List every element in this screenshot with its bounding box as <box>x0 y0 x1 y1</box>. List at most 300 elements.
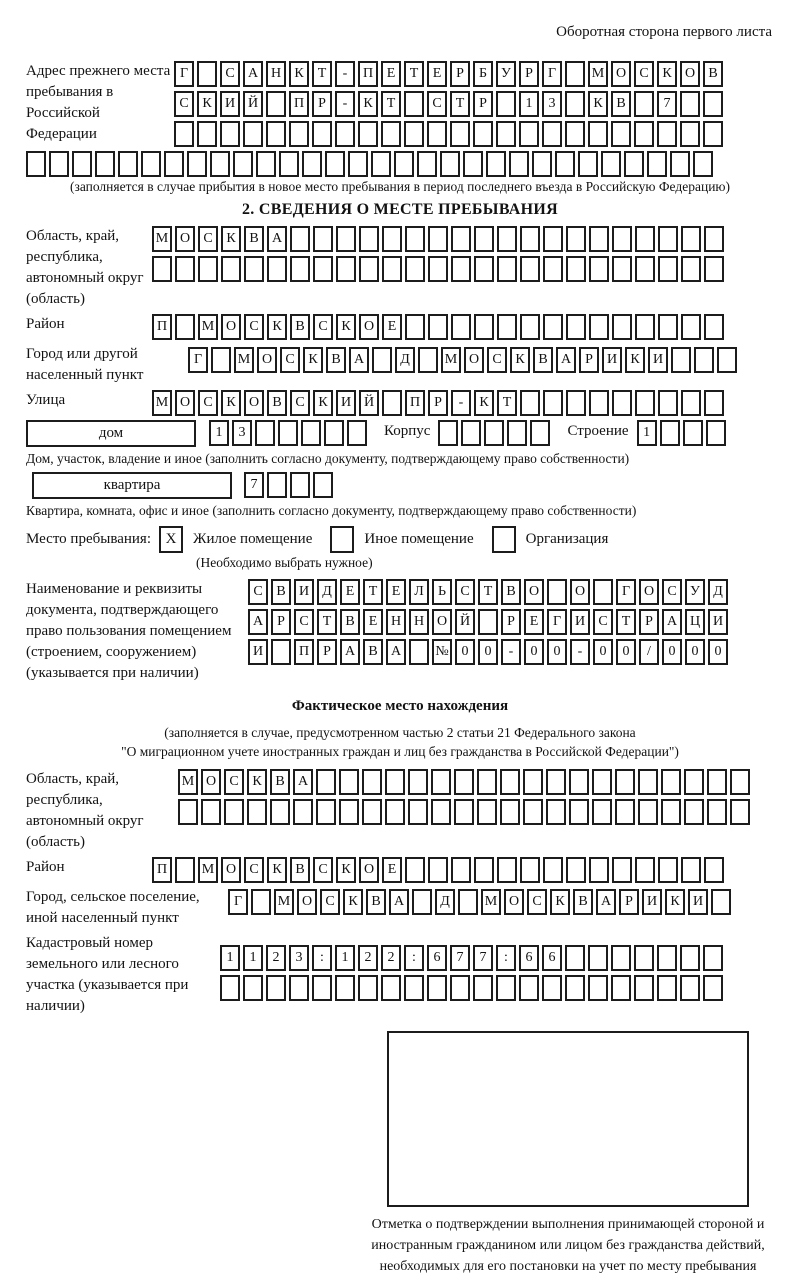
form-cell[interactable]: Г <box>188 347 208 373</box>
form-cell[interactable]: № <box>432 639 452 665</box>
form-cell[interactable] <box>555 151 575 177</box>
form-cell[interactable]: В <box>363 639 383 665</box>
form-cell[interactable]: С <box>220 61 240 87</box>
form-cell[interactable] <box>405 226 425 252</box>
form-cell[interactable]: И <box>570 609 590 635</box>
form-cell[interactable]: К <box>267 857 287 883</box>
form-cell[interactable] <box>49 151 69 177</box>
form-cell[interactable] <box>220 975 240 1001</box>
form-cell[interactable] <box>336 226 356 252</box>
form-cell[interactable] <box>474 857 494 883</box>
form-cell[interactable] <box>638 769 658 795</box>
form-cell[interactable]: О <box>639 579 659 605</box>
form-cell[interactable] <box>497 256 517 282</box>
form-cell[interactable]: К <box>336 857 356 883</box>
form-cell[interactable]: А <box>556 347 576 373</box>
form-cell[interactable] <box>657 975 677 1001</box>
form-cell[interactable]: С <box>280 347 300 373</box>
form-cell[interactable]: Й <box>243 91 263 117</box>
house-box[interactable]: дом <box>26 420 196 447</box>
form-cell[interactable] <box>532 151 552 177</box>
form-cell[interactable] <box>270 799 290 825</box>
form-cell[interactable] <box>566 857 586 883</box>
form-cell[interactable] <box>473 975 493 1001</box>
form-cell[interactable] <box>404 975 424 1001</box>
form-cell[interactable]: 7 <box>450 945 470 971</box>
form-cell[interactable] <box>635 390 655 416</box>
form-cell[interactable] <box>569 799 589 825</box>
form-cell[interactable]: О <box>680 61 700 87</box>
form-cell[interactable] <box>661 799 681 825</box>
form-cell[interactable] <box>118 151 138 177</box>
form-cell[interactable] <box>335 121 355 147</box>
form-cell[interactable]: : <box>404 945 424 971</box>
form-cell[interactable]: И <box>220 91 240 117</box>
form-cell[interactable] <box>661 769 681 795</box>
form-cell[interactable] <box>405 314 425 340</box>
form-cell[interactable] <box>543 256 563 282</box>
form-cell[interactable] <box>438 420 458 446</box>
form-cell[interactable]: - <box>335 91 355 117</box>
form-cell[interactable] <box>290 256 310 282</box>
form-cell[interactable]: В <box>244 226 264 252</box>
form-cell[interactable] <box>461 420 481 446</box>
form-cell[interactable] <box>293 799 313 825</box>
form-cell[interactable]: К <box>313 390 333 416</box>
form-cell[interactable] <box>458 889 478 915</box>
form-cell[interactable]: Р <box>271 609 291 635</box>
form-cell[interactable] <box>612 390 632 416</box>
form-cell[interactable]: К <box>657 61 677 87</box>
form-cell[interactable] <box>717 347 737 373</box>
form-cell[interactable]: Т <box>450 91 470 117</box>
form-cell[interactable]: К <box>303 347 323 373</box>
form-cell[interactable]: С <box>427 91 447 117</box>
form-cell[interactable] <box>658 390 678 416</box>
form-cell[interactable]: Р <box>579 347 599 373</box>
form-cell[interactable]: 0 <box>685 639 705 665</box>
form-cell[interactable] <box>680 91 700 117</box>
form-cell[interactable] <box>271 639 291 665</box>
form-cell[interactable] <box>267 472 287 498</box>
form-cell[interactable] <box>347 420 367 446</box>
form-cell[interactable]: А <box>596 889 616 915</box>
form-cell[interactable]: В <box>270 769 290 795</box>
form-cell[interactable] <box>164 151 184 177</box>
form-cell[interactable] <box>358 121 378 147</box>
form-cell[interactable] <box>681 314 701 340</box>
form-cell[interactable] <box>175 857 195 883</box>
form-cell[interactable]: Е <box>363 609 383 635</box>
form-cell[interactable]: К <box>665 889 685 915</box>
form-cell[interactable] <box>542 975 562 1001</box>
form-cell[interactable] <box>611 975 631 1001</box>
form-cell[interactable]: О <box>297 889 317 915</box>
form-cell[interactable]: Т <box>616 609 636 635</box>
form-cell[interactable] <box>509 151 529 177</box>
form-cell[interactable] <box>427 121 447 147</box>
form-cell[interactable]: С <box>320 889 340 915</box>
form-cell[interactable]: Г <box>542 61 562 87</box>
form-cell[interactable]: Р <box>317 639 337 665</box>
form-cell[interactable] <box>611 121 631 147</box>
form-cell[interactable] <box>290 226 310 252</box>
form-cell[interactable] <box>496 91 516 117</box>
form-cell[interactable] <box>385 769 405 795</box>
form-cell[interactable]: К <box>358 91 378 117</box>
form-cell[interactable] <box>546 769 566 795</box>
form-cell[interactable] <box>523 769 543 795</box>
form-cell[interactable]: П <box>152 857 172 883</box>
form-cell[interactable] <box>703 91 723 117</box>
form-cell[interactable]: С <box>244 857 264 883</box>
form-cell[interactable]: Р <box>450 61 470 87</box>
form-cell[interactable] <box>233 151 253 177</box>
form-cell[interactable]: А <box>662 609 682 635</box>
form-cell[interactable] <box>704 226 724 252</box>
form-cell[interactable] <box>382 390 402 416</box>
form-cell[interactable]: 0 <box>478 639 498 665</box>
form-cell[interactable]: О <box>201 769 221 795</box>
form-cell[interactable] <box>201 799 221 825</box>
form-cell[interactable]: 1 <box>220 945 240 971</box>
form-cell[interactable] <box>428 314 448 340</box>
form-cell[interactable]: Е <box>524 609 544 635</box>
form-cell[interactable]: 0 <box>547 639 567 665</box>
form-cell[interactable] <box>474 314 494 340</box>
form-cell[interactable]: С <box>455 579 475 605</box>
form-cell[interactable]: Т <box>497 390 517 416</box>
form-cell[interactable] <box>592 769 612 795</box>
form-cell[interactable] <box>565 121 585 147</box>
form-cell[interactable] <box>592 799 612 825</box>
form-cell[interactable] <box>519 975 539 1001</box>
form-cell[interactable] <box>658 226 678 252</box>
form-cell[interactable] <box>409 639 429 665</box>
form-cell[interactable] <box>694 347 714 373</box>
form-cell[interactable]: И <box>294 579 314 605</box>
form-cell[interactable] <box>566 256 586 282</box>
form-cell[interactable]: Ь <box>432 579 452 605</box>
form-cell[interactable] <box>638 799 658 825</box>
form-cell[interactable]: О <box>464 347 484 373</box>
form-cell[interactable]: И <box>602 347 622 373</box>
form-cell[interactable] <box>593 579 613 605</box>
form-cell[interactable]: А <box>243 61 263 87</box>
form-cell[interactable]: П <box>358 61 378 87</box>
form-cell[interactable] <box>26 151 46 177</box>
form-cell[interactable] <box>588 121 608 147</box>
form-cell[interactable] <box>684 799 704 825</box>
form-cell[interactable] <box>634 945 654 971</box>
form-cell[interactable] <box>589 256 609 282</box>
form-cell[interactable]: Д <box>708 579 728 605</box>
form-cell[interactable] <box>635 226 655 252</box>
form-cell[interactable]: В <box>501 579 521 605</box>
form-cell[interactable]: Д <box>435 889 455 915</box>
form-cell[interactable]: К <box>625 347 645 373</box>
form-cell[interactable] <box>335 975 355 1001</box>
form-cell[interactable]: М <box>274 889 294 915</box>
form-cell[interactable] <box>362 769 382 795</box>
form-cell[interactable] <box>256 151 276 177</box>
form-cell[interactable] <box>589 857 609 883</box>
form-cell[interactable] <box>703 975 723 1001</box>
form-cell[interactable]: А <box>386 639 406 665</box>
form-cell[interactable] <box>681 857 701 883</box>
form-cell[interactable] <box>418 347 438 373</box>
form-cell[interactable]: 0 <box>616 639 636 665</box>
form-cell[interactable]: К <box>247 769 267 795</box>
form-cell[interactable] <box>635 256 655 282</box>
form-cell[interactable]: М <box>152 226 172 252</box>
form-cell[interactable]: Е <box>386 579 406 605</box>
form-cell[interactable]: А <box>293 769 313 795</box>
form-cell[interactable]: 7 <box>244 472 264 498</box>
form-cell[interactable] <box>500 799 520 825</box>
form-cell[interactable] <box>178 799 198 825</box>
checkbox-dwelling[interactable]: X <box>159 526 183 553</box>
form-cell[interactable]: В <box>271 579 291 605</box>
form-cell[interactable]: В <box>573 889 593 915</box>
form-cell[interactable] <box>565 91 585 117</box>
form-cell[interactable] <box>507 420 527 446</box>
form-cell[interactable] <box>348 151 368 177</box>
form-cell[interactable] <box>680 121 700 147</box>
form-cell[interactable]: П <box>289 91 309 117</box>
form-cell[interactable] <box>612 314 632 340</box>
form-cell[interactable] <box>312 121 332 147</box>
form-cell[interactable]: К <box>336 314 356 340</box>
form-cell[interactable]: А <box>389 889 409 915</box>
form-cell[interactable]: К <box>197 91 217 117</box>
form-cell[interactable] <box>358 975 378 1001</box>
form-cell[interactable] <box>417 151 437 177</box>
form-cell[interactable]: К <box>510 347 530 373</box>
form-cell[interactable] <box>313 256 333 282</box>
form-cell[interactable] <box>289 975 309 1001</box>
form-cell[interactable] <box>634 91 654 117</box>
form-cell[interactable] <box>704 857 724 883</box>
form-cell[interactable] <box>520 857 540 883</box>
apartment-box[interactable]: квартира <box>32 472 232 499</box>
form-cell[interactable]: В <box>326 347 346 373</box>
form-cell[interactable] <box>316 799 336 825</box>
form-cell[interactable] <box>408 769 428 795</box>
form-cell[interactable]: 0 <box>524 639 544 665</box>
form-cell[interactable]: А <box>349 347 369 373</box>
form-cell[interactable]: / <box>639 639 659 665</box>
form-cell[interactable] <box>624 151 644 177</box>
form-cell[interactable] <box>707 799 727 825</box>
form-cell[interactable]: Р <box>428 390 448 416</box>
form-cell[interactable] <box>211 347 231 373</box>
form-cell[interactable] <box>680 975 700 1001</box>
form-cell[interactable]: О <box>175 390 195 416</box>
form-cell[interactable]: 1 <box>637 420 657 446</box>
form-cell[interactable]: У <box>496 61 516 87</box>
form-cell[interactable]: О <box>359 314 379 340</box>
form-cell[interactable] <box>612 226 632 252</box>
form-cell[interactable] <box>279 151 299 177</box>
form-cell[interactable]: 6 <box>427 945 447 971</box>
form-cell[interactable]: : <box>496 945 516 971</box>
form-cell[interactable]: В <box>611 91 631 117</box>
form-cell[interactable] <box>565 975 585 1001</box>
form-cell[interactable] <box>658 857 678 883</box>
form-cell[interactable] <box>359 256 379 282</box>
form-cell[interactable]: Г <box>616 579 636 605</box>
form-cell[interactable] <box>615 799 635 825</box>
form-cell[interactable]: - <box>570 639 590 665</box>
form-cell[interactable] <box>251 889 271 915</box>
form-cell[interactable]: Н <box>266 61 286 87</box>
form-cell[interactable] <box>497 857 517 883</box>
form-cell[interactable] <box>704 256 724 282</box>
form-cell[interactable]: Р <box>501 609 521 635</box>
form-cell[interactable]: 7 <box>657 91 677 117</box>
form-cell[interactable] <box>730 799 750 825</box>
form-cell[interactable]: М <box>198 314 218 340</box>
form-cell[interactable]: - <box>335 61 355 87</box>
form-cell[interactable]: И <box>708 609 728 635</box>
form-cell[interactable]: С <box>294 609 314 635</box>
form-cell[interactable]: И <box>642 889 662 915</box>
form-cell[interactable]: О <box>524 579 544 605</box>
form-cell[interactable] <box>428 857 448 883</box>
form-cell[interactable]: Л <box>409 579 429 605</box>
form-cell[interactable] <box>450 975 470 1001</box>
form-cell[interactable] <box>670 151 690 177</box>
form-cell[interactable] <box>440 151 460 177</box>
form-cell[interactable] <box>589 314 609 340</box>
form-cell[interactable] <box>478 609 498 635</box>
form-cell[interactable] <box>693 151 713 177</box>
form-cell[interactable]: Б <box>473 61 493 87</box>
form-cell[interactable] <box>301 420 321 446</box>
form-cell[interactable]: Н <box>386 609 406 635</box>
form-cell[interactable] <box>612 857 632 883</box>
form-cell[interactable] <box>278 420 298 446</box>
form-cell[interactable] <box>210 151 230 177</box>
form-cell[interactable] <box>404 121 424 147</box>
form-cell[interactable] <box>372 347 392 373</box>
form-cell[interactable] <box>569 769 589 795</box>
form-cell[interactable]: М <box>441 347 461 373</box>
form-cell[interactable] <box>547 579 567 605</box>
form-cell[interactable]: Й <box>359 390 379 416</box>
form-cell[interactable]: Е <box>382 314 402 340</box>
form-cell[interactable]: Ц <box>685 609 705 635</box>
form-cell[interactable]: В <box>340 609 360 635</box>
form-cell[interactable] <box>634 975 654 1001</box>
form-cell[interactable]: С <box>313 857 333 883</box>
form-cell[interactable]: О <box>221 314 241 340</box>
form-cell[interactable] <box>382 226 402 252</box>
form-cell[interactable] <box>566 390 586 416</box>
form-cell[interactable] <box>428 226 448 252</box>
form-cell[interactable]: Д <box>395 347 415 373</box>
form-cell[interactable]: С <box>224 769 244 795</box>
form-cell[interactable] <box>477 799 497 825</box>
form-cell[interactable] <box>566 314 586 340</box>
form-cell[interactable] <box>615 769 635 795</box>
form-cell[interactable] <box>588 975 608 1001</box>
form-cell[interactable] <box>224 799 244 825</box>
form-cell[interactable] <box>266 91 286 117</box>
form-cell[interactable]: Г <box>228 889 248 915</box>
form-cell[interactable] <box>497 314 517 340</box>
form-cell[interactable] <box>484 420 504 446</box>
form-cell[interactable]: 6 <box>519 945 539 971</box>
form-cell[interactable]: Е <box>340 579 360 605</box>
form-cell[interactable] <box>362 799 382 825</box>
form-cell[interactable] <box>523 799 543 825</box>
form-cell[interactable] <box>671 347 691 373</box>
form-cell[interactable]: 0 <box>455 639 475 665</box>
form-cell[interactable] <box>382 256 402 282</box>
form-cell[interactable] <box>647 151 667 177</box>
form-cell[interactable]: 2 <box>381 945 401 971</box>
form-cell[interactable]: 3 <box>289 945 309 971</box>
form-cell[interactable]: 0 <box>662 639 682 665</box>
form-cell[interactable] <box>427 975 447 1001</box>
form-cell[interactable] <box>660 420 680 446</box>
form-cell[interactable] <box>635 314 655 340</box>
form-cell[interactable]: В <box>267 390 287 416</box>
form-cell[interactable]: И <box>336 390 356 416</box>
form-cell[interactable] <box>324 420 344 446</box>
form-cell[interactable] <box>198 256 218 282</box>
form-cell[interactable]: К <box>289 61 309 87</box>
form-cell[interactable] <box>197 121 217 147</box>
form-cell[interactable] <box>405 857 425 883</box>
form-cell[interactable]: А <box>267 226 287 252</box>
form-cell[interactable]: К <box>267 314 287 340</box>
form-cell[interactable] <box>520 256 540 282</box>
form-cell[interactable] <box>589 390 609 416</box>
form-cell[interactable]: Н <box>409 609 429 635</box>
form-cell[interactable] <box>451 226 471 252</box>
form-cell[interactable] <box>601 151 621 177</box>
form-cell[interactable] <box>302 151 322 177</box>
form-cell[interactable]: Р <box>519 61 539 87</box>
form-cell[interactable] <box>385 799 405 825</box>
form-cell[interactable] <box>543 857 563 883</box>
form-cell[interactable]: М <box>198 857 218 883</box>
form-cell[interactable] <box>588 945 608 971</box>
form-cell[interactable]: М <box>481 889 501 915</box>
form-cell[interactable]: Т <box>381 91 401 117</box>
form-cell[interactable] <box>267 256 287 282</box>
form-cell[interactable]: С <box>248 579 268 605</box>
form-cell[interactable]: 1 <box>335 945 355 971</box>
form-cell[interactable] <box>589 226 609 252</box>
form-cell[interactable]: Т <box>478 579 498 605</box>
form-cell[interactable] <box>175 256 195 282</box>
form-cell[interactable] <box>405 256 425 282</box>
form-cell[interactable] <box>542 121 562 147</box>
form-cell[interactable] <box>141 151 161 177</box>
form-cell[interactable] <box>95 151 115 177</box>
form-cell[interactable] <box>244 256 264 282</box>
form-cell[interactable] <box>463 151 483 177</box>
form-cell[interactable]: О <box>221 857 241 883</box>
form-cell[interactable]: Е <box>427 61 447 87</box>
form-cell[interactable] <box>312 975 332 1001</box>
form-cell[interactable]: 3 <box>232 420 252 446</box>
form-cell[interactable]: Т <box>312 61 332 87</box>
